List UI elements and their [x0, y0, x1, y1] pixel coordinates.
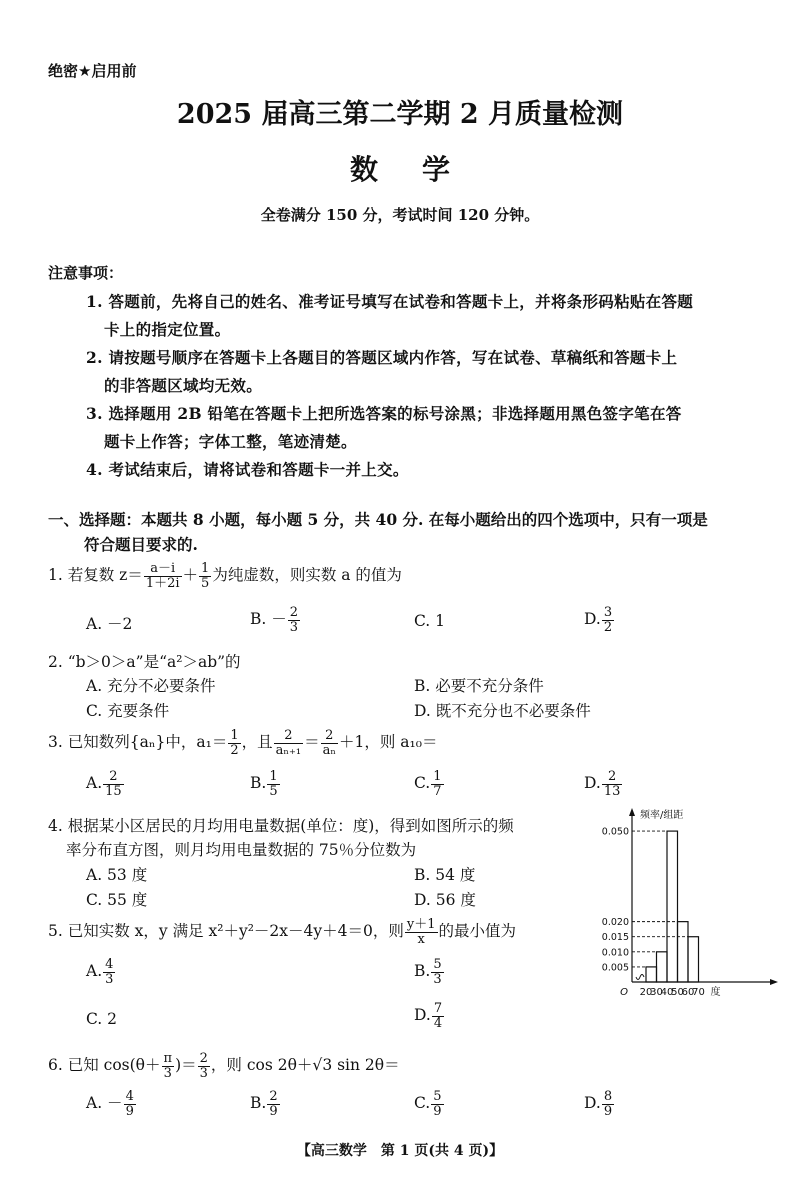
q3-option-a: A. $\frac{2}{15}$ — [86, 769, 122, 799]
origin-label: O — [620, 987, 628, 998]
question-6-stem: 6. 已知 cos(θ＋ $\frac{\pi}{3}$ )＝ $\frac{2}{3}$ ，则 cos 2θ＋√3 sin 2θ＝ — [48, 1051, 400, 1081]
subject-title: 数学 — [349, 153, 494, 186]
question-3-stem: 3. 已知数列{aₙ}中，a₁＝ $\frac{1}{2}$ ，且 $\frac{2}{\text{aₙ₊₁}}$ ＝ $\frac{2}{\text{aₙ}}$ ＋1，则 a₁₀＝ — [48, 728, 438, 758]
axis-break — [636, 975, 644, 980]
confidential-label: 绝密★启用前 — [48, 62, 137, 80]
histogram-bar — [657, 952, 668, 982]
x-tick-label: 50 — [671, 987, 684, 998]
note-line: 4. 考试结束后，请将试卷和答题卡一并上交。 — [86, 460, 409, 479]
section-heading-cont: 符合题目要求的. — [84, 535, 198, 554]
exam-title: 2025 届高三第二学期 2 月质量检测 — [176, 99, 624, 130]
q1-option-c: C. 1 — [414, 612, 446, 630]
x-tick-label: 60 — [681, 987, 695, 998]
y-tick-label: 0.010 — [601, 947, 629, 959]
question-2-stem: 2. “b＞0＞a”是“a²＞ab”的 — [48, 653, 241, 671]
q1-option-b: B. － $\frac{2}{3}$ — [250, 605, 299, 635]
notes-heading: 注意事项： — [48, 264, 124, 282]
x-tick-label: 20 — [639, 987, 653, 998]
q2-option-d: D. 既不充分也不必要条件 — [414, 702, 591, 720]
note-line: 的非答题区域均无效。 — [104, 376, 263, 395]
x-axis-label: 度 — [710, 987, 721, 998]
note-line: 卡上的指定位置。 — [104, 320, 231, 339]
x-tick-label: 30 — [650, 987, 663, 998]
note-line: 1. 答题前，先将自己的姓名、准考证号填写在试卷和答题卡上，并将条形码粘贴在答题 — [86, 292, 694, 311]
q1-option-d: D. $\frac{3}{2}$ — [584, 605, 613, 635]
y-tick-label: 0.015 — [601, 932, 629, 944]
q4-option-c: C. 55 度 — [86, 891, 148, 909]
q2-option-a: A. 充分不必要条件 — [86, 677, 216, 695]
q4-option-b: B. 54 度 — [414, 866, 476, 884]
q4-option-a: A. 53 度 — [86, 866, 148, 884]
question-4-stem-line1: 4. 根据某小区居民的月均用电量数据(单位：度)，得到如图所示的频 — [48, 817, 514, 835]
question-4-stem-line2: 率分布直方图，则月均用电量数据的 75％分位数为 — [66, 841, 417, 859]
q1-option-a: A. －2 — [86, 615, 133, 633]
x-tick-label: 40 — [660, 987, 674, 998]
y-axis-arrow — [629, 808, 635, 816]
y-tick-label: 0.005 — [601, 962, 629, 974]
note-line: 2. 请按题号顺序在答题卡上各题目的答题区域内作答，写在试卷、草稿纸和答题卡上 — [86, 348, 678, 367]
question-1-stem: 1. 若复数 z＝ $\frac{a-i}{1+2i}$ ＋ $\frac{1}{5}$ 为纯虚数，则实数 a 的值为 — [48, 561, 402, 591]
q6-option-a: A. － $\frac{4}{9}$ — [86, 1089, 134, 1119]
section-heading: 一、选择题：本题共 8 小题，每小题 5 分，共 40 分. 在每小题给出的四个选项中，只有一项是 — [48, 510, 708, 529]
histogram-bar — [688, 937, 699, 982]
q2-option-c: C. 充要条件 — [86, 702, 170, 720]
x-axis-arrow — [770, 979, 778, 985]
score-time-line: 全卷满分 150 分，考试时间 120 分钟。 — [260, 206, 540, 224]
q5-option-d: D. $\frac{7}{4}$ — [414, 1001, 443, 1031]
q2-option-b: B. 必要不充分条件 — [414, 677, 544, 695]
histogram-bar — [678, 922, 689, 982]
q5-option-b: B. $\frac{5}{3}$ — [414, 957, 442, 987]
q6-option-b: B. $\frac{2}{9}$ — [250, 1089, 278, 1119]
histogram-bar — [667, 831, 678, 982]
q6-option-d: D. $\frac{8}{9}$ — [584, 1089, 613, 1119]
y-tick-label: 0.050 — [601, 826, 629, 838]
q4-option-d: D. 56 度 — [414, 891, 476, 909]
x-tick-label: 70 — [692, 987, 705, 998]
frequency-histogram — [588, 806, 780, 998]
page-footer: 【高三数学 第 1 页(共 4 页)】 — [296, 1143, 504, 1159]
y-tick-label: 0.020 — [601, 917, 629, 929]
y-axis-label: 频率/组距 — [640, 810, 684, 821]
note-line: 题卡上作答；字体工整，笔迹清楚。 — [104, 432, 357, 451]
q6-option-c: C. $\frac{5}{9}$ — [414, 1089, 442, 1119]
note-line: 3. 选择题用 2B 铅笔在答题卡上把所选答案的标号涂黑；非选择题用黑色签字笔在答 — [86, 404, 682, 423]
q3-option-b: B. $\frac{1}{5}$ — [250, 769, 278, 799]
q5-option-a: A. $\frac{4}{3}$ — [86, 957, 114, 987]
q5-option-c: C. 2 — [86, 1010, 118, 1028]
q3-option-d: D. $\frac{2}{13}$ — [584, 769, 621, 799]
q3-option-c: C. $\frac{1}{7}$ — [414, 769, 442, 799]
histogram-bar — [646, 967, 657, 982]
question-5-stem: 5. 已知实数 x，y 满足 x²＋y²－2x－4y＋4＝0，则 $\frac{y+1}{x}$ 的最小值为 — [48, 917, 517, 947]
